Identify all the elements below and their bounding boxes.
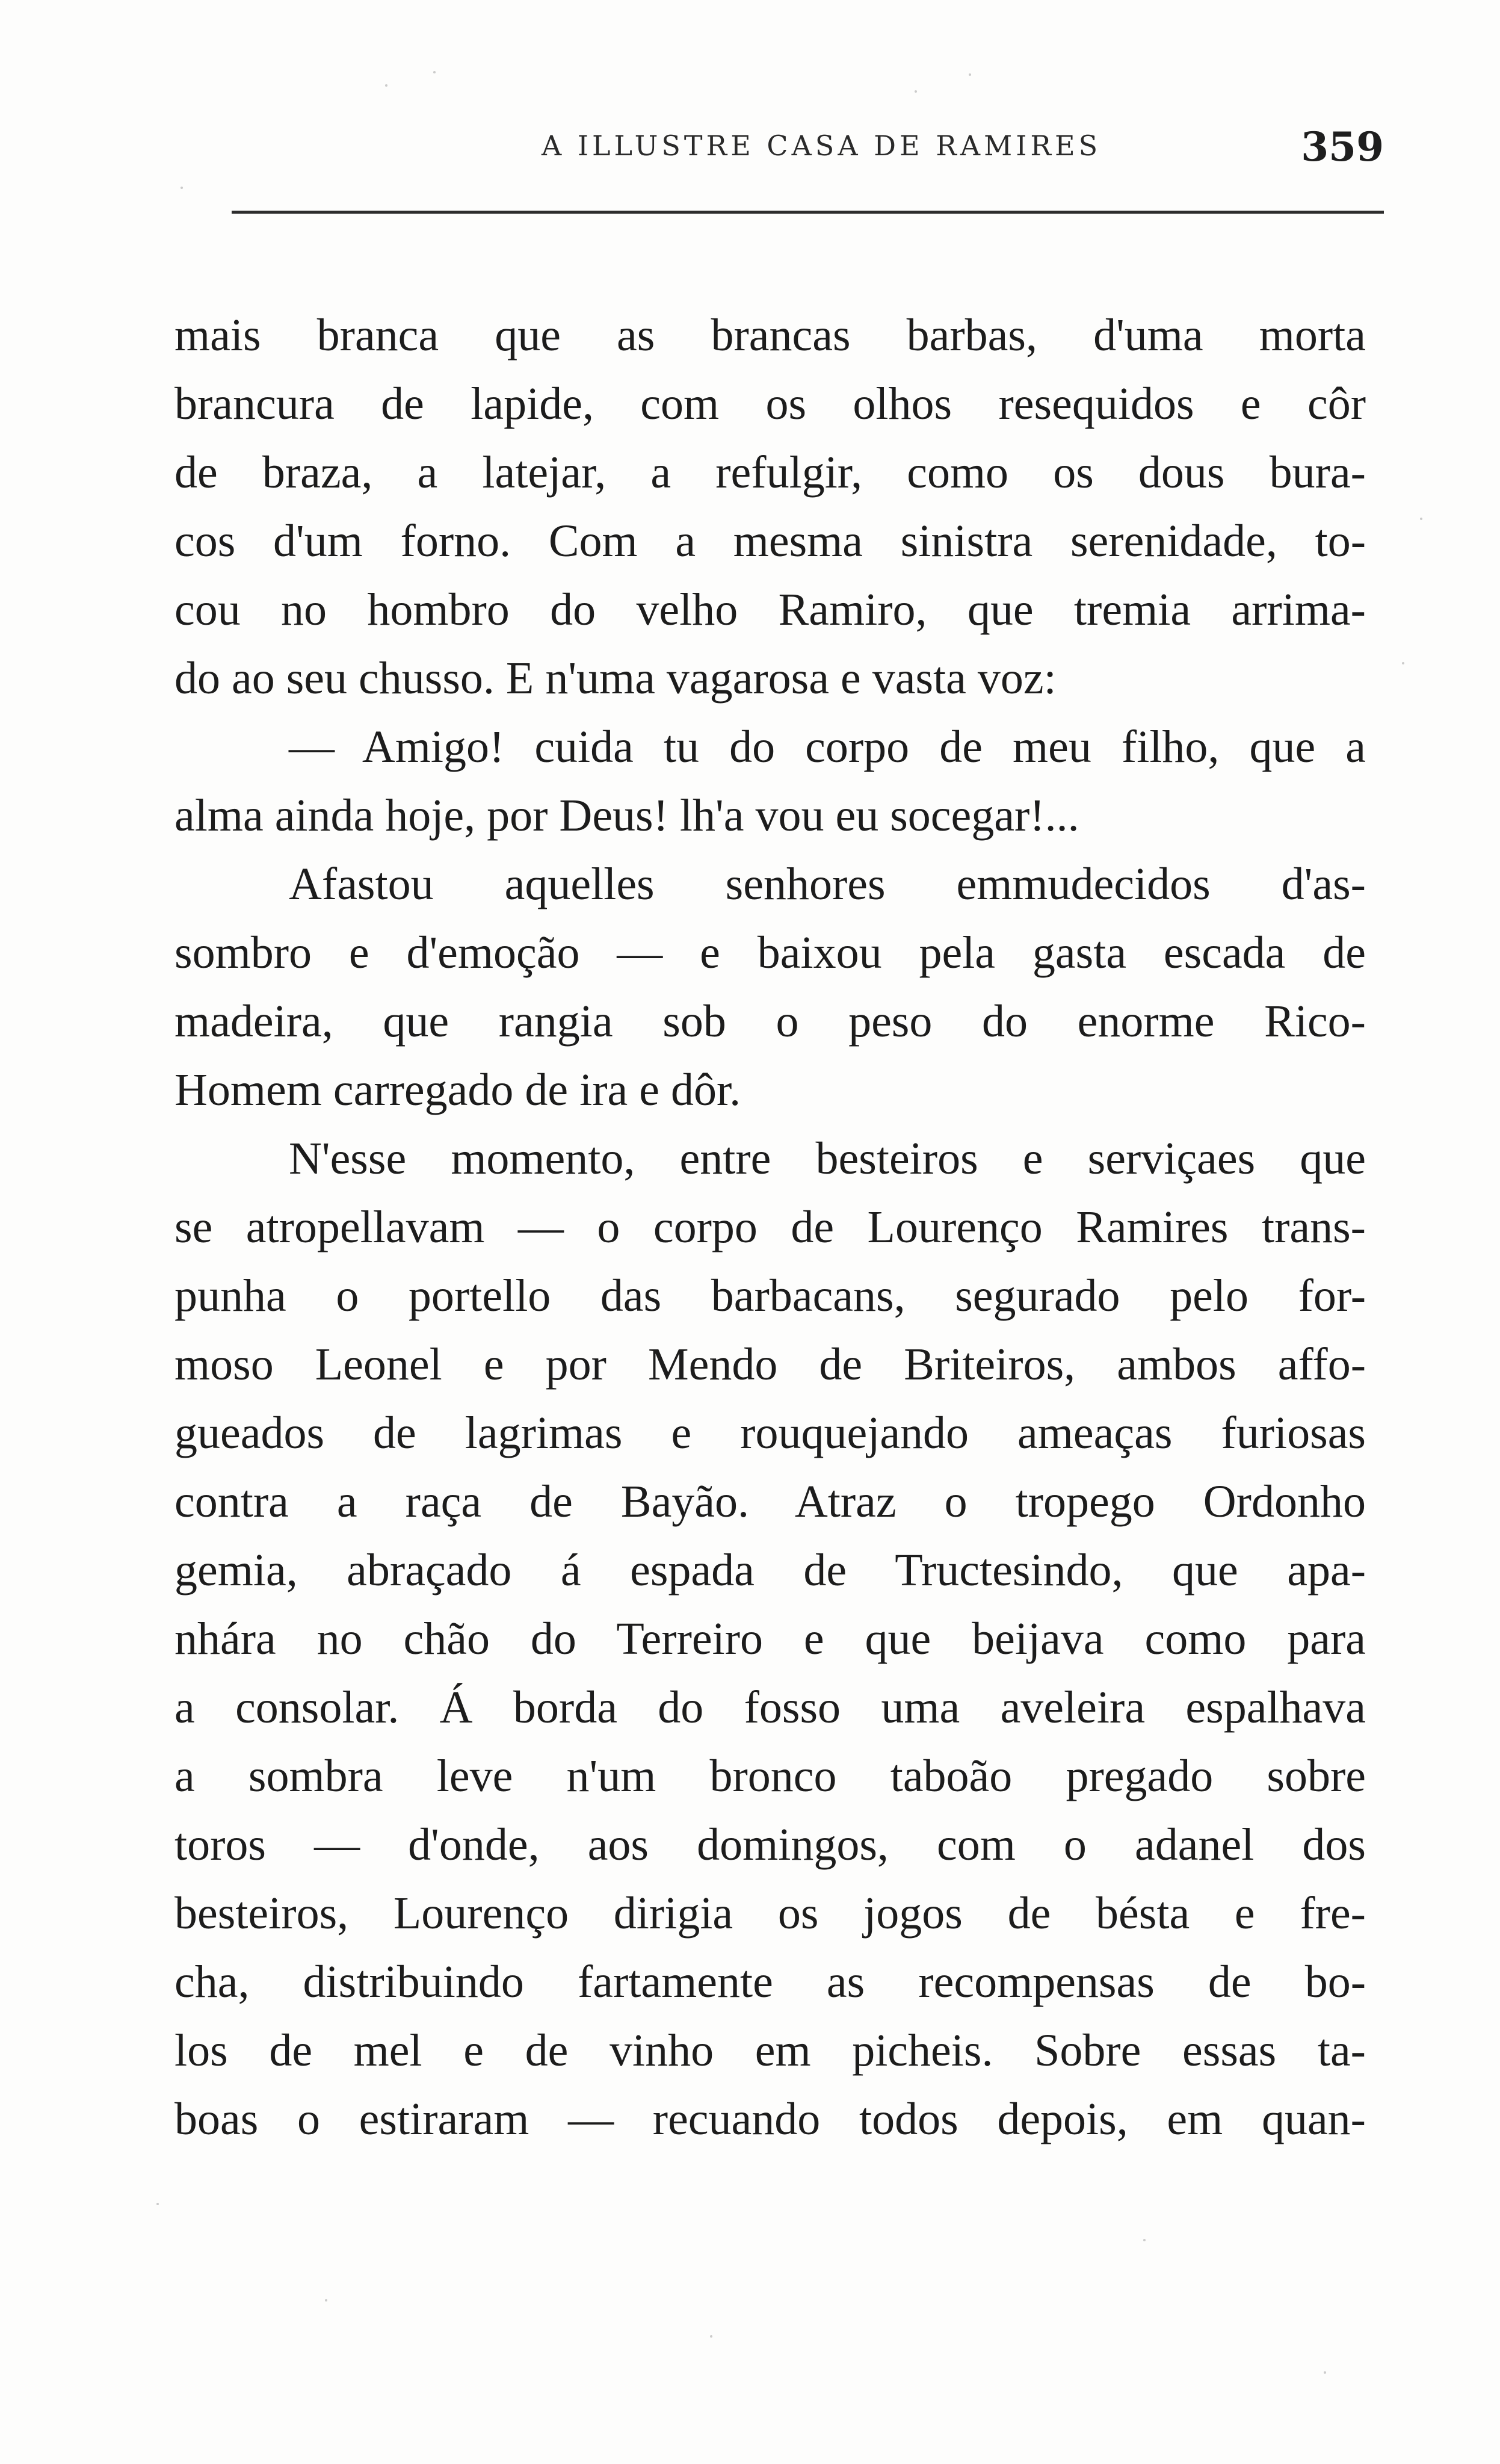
text-line: alma ainda hoje, por Deus! lh'a vou eu socegar!... — [174, 790, 1079, 841]
running-title: A ILLUSTRE CASA DE RAMIRES — [542, 129, 1102, 162]
text-line: sombro e d'emoção — e baixou pela gasta escada de — [174, 927, 1366, 978]
text-line: besteiros, Lourenço dirigia os jogos de bésta e fre- — [174, 1888, 1366, 1939]
text-line: contra a raça de Bayão. Atraz o tropego Ordonho — [174, 1476, 1366, 1527]
header-rule — [232, 211, 1384, 214]
text-line: moso Leonel e por Mendo de Briteiros, ambos affo- — [174, 1339, 1366, 1390]
paper-speck — [385, 84, 387, 87]
text-line: brancura de lapide, com os olhos resequidos e côr — [174, 379, 1366, 429]
paper-speck — [915, 90, 917, 93]
paper-speck — [1143, 2239, 1146, 2241]
text-line: punha o portello das barbacans, segurado pelo for- — [174, 1271, 1366, 1321]
text-line: cou no hombro do velho Ramiro, que tremia arrima- — [174, 584, 1366, 635]
text-line: gemia, abraçado á espada de Tructesindo, que apa- — [174, 1545, 1366, 1596]
page-number: 359 — [1301, 123, 1384, 170]
text-line: Homem carregado de ira e dôr. — [174, 1065, 741, 1115]
text-line: nhára no chão do Terreiro e que beijava como para — [174, 1614, 1366, 1664]
text-line: gueados de lagrimas e rouquejando ameaças furiosas — [174, 1408, 1366, 1458]
text-line: mais branca que as brancas barbas, d'uma morta — [174, 310, 1366, 361]
paper-speck — [1420, 518, 1422, 520]
text-line: cha, distribuindo fartamente as recompensas de bo- — [174, 1957, 1366, 2007]
text-line: de braza, a latejar, a refulgir, como os dous bura- — [174, 447, 1366, 498]
running-head — [229, 123, 1384, 178]
paper-speck — [433, 71, 436, 73]
body-text — [174, 301, 1366, 2153]
paper-speck — [969, 73, 971, 76]
paper-speck — [1402, 662, 1404, 664]
paper-speck — [156, 2203, 159, 2205]
text-line: a sombra leve n'um bronco taboão pregado sobre — [174, 1751, 1366, 1801]
text-line: boas o estiraram — recuando todos depois, em quan- — [174, 2094, 1366, 2144]
text-line: toros — d'onde, aos domingos, com o adanel dos — [174, 1819, 1366, 1870]
paper-speck — [710, 2335, 712, 2338]
paragraph-start-line: N'esse momento, entre besteiros e serviçaes que — [289, 1133, 1366, 1184]
text-line: do ao seu chusso. E n'uma vagarosa e vasta voz: — [174, 653, 1057, 704]
paper-speck — [325, 2299, 327, 2301]
paper-speck — [181, 187, 183, 189]
text-line: los de mel e de vinho em picheis. Sobre essas ta- — [174, 2025, 1366, 2076]
text-line: a consolar. Á borda do fosso uma aveleira espalhava — [174, 1682, 1366, 1733]
paper-speck — [1324, 2371, 1326, 2374]
text-line: se atropellavam — o corpo de Lourenço Ramires trans- — [174, 1202, 1366, 1252]
paragraph-start-line: Afastou aquelles senhores emmudecidos d'as- — [289, 859, 1366, 909]
dialogue-line: — Amigo! cuida tu do corpo de meu filho, que a — [289, 722, 1366, 772]
text-line: cos d'um forno. Com a mesma sinistra serenidade, to- — [174, 516, 1366, 566]
text-line: madeira, que rangia sob o peso do enorme Rico- — [174, 996, 1366, 1047]
